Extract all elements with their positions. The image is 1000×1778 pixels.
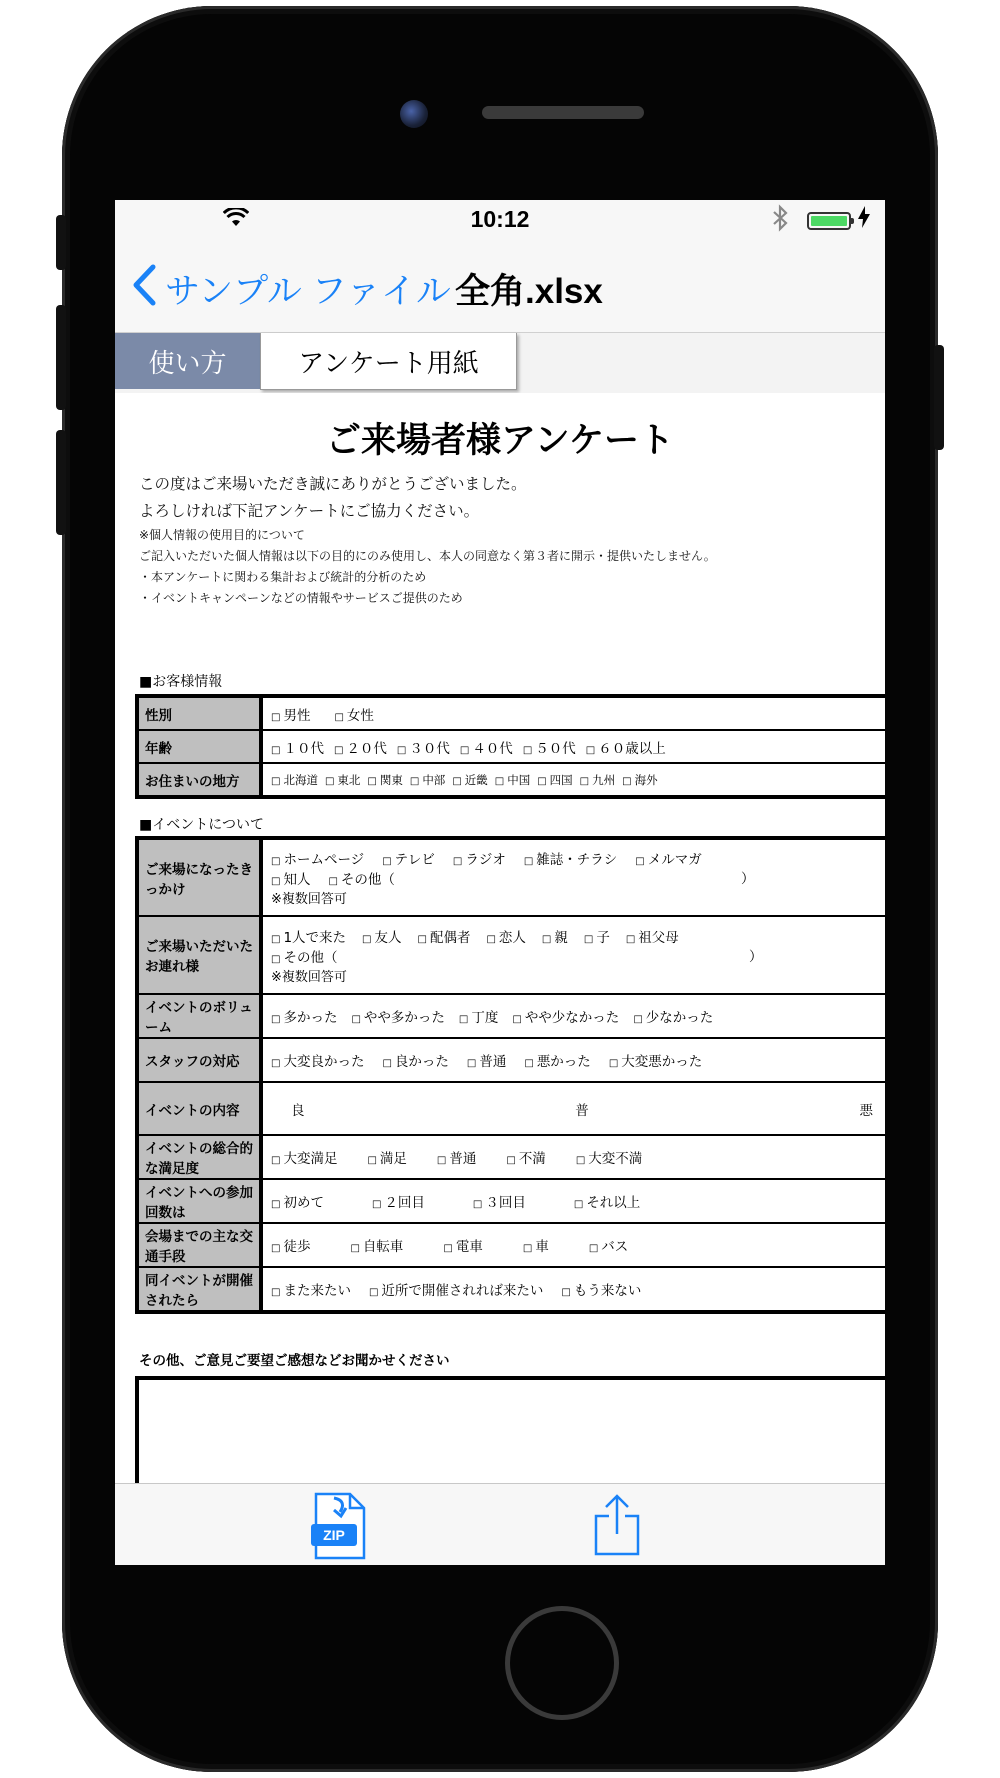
q6-options <box>261 1135 885 1179</box>
checkbox-option[interactable]: □ ホームページ <box>271 848 364 868</box>
checkbox-option[interactable]: □ 近畿 <box>452 772 487 788</box>
age-options <box>261 730 885 763</box>
comment-label: その他、ご意見ご要望ご感想などお聞かせください <box>139 1353 450 1369</box>
checkbox-option[interactable]: □ 友人 <box>362 926 401 946</box>
privacy-heading: ※個人情報の使用目的について <box>139 528 305 542</box>
q9-label: 同イベントが開催されたら <box>137 1267 261 1312</box>
checkbox-option[interactable]: □ もう来ない <box>561 1279 641 1299</box>
checkbox-option[interactable]: □ ３回目 <box>473 1191 526 1211</box>
zip-button[interactable] <box>310 1492 368 1560</box>
q9-options <box>261 1267 885 1312</box>
checkbox-option[interactable]: □ 大変満足 <box>271 1147 337 1167</box>
zip-label: ZIP <box>323 1527 345 1543</box>
checkbox-option[interactable]: □ 知人 <box>271 868 310 888</box>
screen <box>115 200 885 1565</box>
checkbox-option[interactable]: □ その他（ <box>328 868 394 888</box>
earpiece-speaker <box>482 106 644 119</box>
tab-usage[interactable]: 使い方 <box>115 333 260 389</box>
charging-bolt-icon <box>858 206 870 233</box>
checkbox-option[interactable]: □ 子 <box>584 926 610 946</box>
q6-label: イベントの総合的な満足度 <box>137 1135 261 1179</box>
checkbox-option[interactable]: □ 初めて <box>271 1191 324 1211</box>
volume-down-button[interactable] <box>56 430 66 535</box>
mute-switch[interactable] <box>56 215 66 270</box>
checkbox-option[interactable]: □ 普通 <box>437 1147 476 1167</box>
q4-options <box>261 1038 885 1082</box>
intro-line: よろしければ下記アンケートにご協力ください。 <box>139 502 480 520</box>
q2-options <box>261 916 885 994</box>
checkbox-option[interactable]: □ それ以上 <box>574 1191 640 1211</box>
power-button[interactable] <box>934 345 944 450</box>
q8-label: 会場までの主な交通手段 <box>137 1223 261 1267</box>
scale-bad: 悪 <box>859 1102 873 1119</box>
chevron-left-icon <box>131 264 157 314</box>
comment-box[interactable] <box>135 1376 885 1483</box>
status-time: 10:12 <box>470 206 530 232</box>
q4-label: スタッフの対応 <box>137 1038 261 1082</box>
bottom-toolbar <box>115 1483 885 1565</box>
checkbox-option[interactable]: □ ２回目 <box>372 1191 425 1211</box>
checkbox-option[interactable]: □ テレビ <box>382 848 435 868</box>
region-options <box>261 763 885 797</box>
checkbox-option[interactable]: □ 恋人 <box>486 926 525 946</box>
checkbox-option[interactable]: □ 1人で来た <box>271 926 346 946</box>
q2-close-paren: ） <box>749 948 763 965</box>
checkbox-option[interactable]: □ ６０歳以上 <box>586 737 666 757</box>
checkbox-option[interactable]: □ やや多かった <box>351 1006 444 1026</box>
customer-info-table <box>135 694 885 799</box>
zip-file-icon <box>310 1492 368 1560</box>
checkbox-option[interactable]: □ また来たい <box>271 1279 351 1299</box>
checkbox-option[interactable]: □ やや少なかった <box>512 1006 619 1026</box>
gender-label: 性別 <box>137 696 261 730</box>
checkbox-option[interactable]: □ 電車 <box>443 1235 482 1255</box>
share-button[interactable] <box>593 1494 641 1556</box>
checkbox-option[interactable]: □ 大変良かった <box>271 1050 364 1070</box>
scale-good: 良 <box>291 1102 305 1119</box>
checkbox-option[interactable]: □ 少なかった <box>633 1006 713 1026</box>
navigation-bar <box>115 240 885 333</box>
checkbox-option[interactable]: □ 徒歩 <box>271 1235 310 1255</box>
checkbox-option[interactable]: □ 四国 <box>537 772 572 788</box>
q1-options <box>261 838 885 916</box>
checkbox-option[interactable]: □ 男性 <box>271 704 310 724</box>
q2-note: ※複数回答可 <box>271 969 347 985</box>
front-camera <box>400 100 428 128</box>
checkbox-option[interactable]: □ 普通 <box>467 1050 506 1070</box>
checkbox-option[interactable]: □ 自転車 <box>350 1235 403 1255</box>
checkbox-option[interactable]: □ その他（ <box>271 946 337 966</box>
checkbox-option[interactable]: □ 九州 <box>580 772 615 788</box>
scale-neutral: 普 <box>575 1102 589 1119</box>
checkbox-option[interactable]: □ 近所で開催されれば来たい <box>369 1279 543 1299</box>
age-label: 年齢 <box>137 730 261 763</box>
checkbox-option[interactable]: □ 悪かった <box>524 1050 590 1070</box>
intro-text <box>139 471 716 609</box>
battery-icon <box>807 212 851 230</box>
back-button-label: サンプル ファイル <box>165 272 451 311</box>
checkbox-option[interactable]: □ 北海道 <box>271 772 318 788</box>
checkbox-option[interactable]: □ 祖父母 <box>626 926 679 946</box>
bluetooth-icon <box>771 204 789 238</box>
q5-label: イベントの内容 <box>137 1082 261 1135</box>
checkbox-option[interactable]: □ ２０代 <box>334 737 387 757</box>
q8-options <box>261 1223 885 1267</box>
checkbox-option[interactable]: □ 丁度 <box>459 1006 498 1026</box>
checkbox-option[interactable]: □ 不満 <box>506 1147 545 1167</box>
q3-label: イベントのボリューム <box>137 994 261 1038</box>
checkbox-option[interactable]: □ 親 <box>542 926 568 946</box>
event-table <box>135 836 885 1314</box>
q1-note: ※複数回答可 <box>271 892 347 907</box>
home-button[interactable] <box>505 1606 619 1720</box>
checkbox-option[interactable]: □ 中国 <box>495 772 530 788</box>
checkbox-option[interactable]: □ ５０代 <box>523 737 576 757</box>
checkbox-option[interactable]: □ 雑誌・チラシ <box>524 848 617 868</box>
checkbox-option[interactable]: □ ３０代 <box>397 737 450 757</box>
privacy-text: ご記入いただいた個人情報は以下の目的にのみ使用し、本人の同意なく第３者に開示・提供いたしません。 <box>139 549 716 563</box>
checkbox-option[interactable]: □ 中部 <box>410 772 445 788</box>
nav-title: 全角.xlsx <box>455 272 603 311</box>
status-bar <box>115 200 885 240</box>
checkbox-option[interactable]: □ 大変不満 <box>576 1147 642 1167</box>
q3-options <box>261 994 885 1038</box>
checkbox-option[interactable]: □ 大変悪かった <box>609 1050 702 1070</box>
checkbox-option[interactable]: □ メルマガ <box>635 848 701 868</box>
checkbox-option[interactable]: □ ４０代 <box>460 737 513 757</box>
document-title: ご来場者様アンケート <box>326 421 674 461</box>
intro-line: この度はご来場いただき誠にありがとうございました。 <box>139 475 527 493</box>
checkbox-option[interactable]: □ １０代 <box>271 737 324 757</box>
section-event: ■イベントについて <box>139 817 264 833</box>
volume-up-button[interactable] <box>56 305 66 410</box>
checkbox-option[interactable]: □ 関東 <box>367 772 402 788</box>
checkbox-option[interactable]: □ 配偶者 <box>418 926 471 946</box>
gender-options <box>261 696 885 730</box>
q7-options <box>261 1179 885 1223</box>
checkbox-option[interactable]: □ 多かった <box>271 1006 337 1026</box>
checkbox-option[interactable]: □ バス <box>589 1235 628 1255</box>
checkbox-option[interactable]: □ 東北 <box>325 772 360 788</box>
checkbox-option[interactable]: □ 女性 <box>334 704 373 724</box>
checkbox-option[interactable]: □ 海外 <box>622 772 657 788</box>
q7-label: イベントへの参加回数は <box>137 1179 261 1223</box>
q1-label: ご来場になったきっかけ <box>137 838 261 916</box>
share-icon <box>593 1494 641 1556</box>
spreadsheet-view[interactable] <box>115 393 885 1483</box>
region-label: お住まいの地方 <box>137 763 261 797</box>
back-button[interactable] <box>131 264 451 314</box>
checkbox-option[interactable]: □ 良かった <box>382 1050 448 1070</box>
q1-close-paren: ） <box>741 871 755 887</box>
section-customer-info: ■お客様情報 <box>139 674 223 690</box>
checkbox-option[interactable]: □ ラジオ <box>453 848 506 868</box>
tab-questionnaire[interactable]: アンケート用紙 <box>260 333 517 390</box>
q5-scale <box>261 1082 885 1135</box>
sheet-tabs <box>115 333 885 393</box>
privacy-item: ・本アンケートに関わる集計および統計的分析のため <box>139 570 427 584</box>
q2-label: ご来場いただいたお連れ様 <box>137 916 261 994</box>
privacy-item: ・イベントキャンペーンなどの情報やサービスご提供のため <box>139 591 463 605</box>
checkbox-option[interactable]: □ 車 <box>523 1235 549 1255</box>
checkbox-option[interactable]: □ 満足 <box>367 1147 406 1167</box>
